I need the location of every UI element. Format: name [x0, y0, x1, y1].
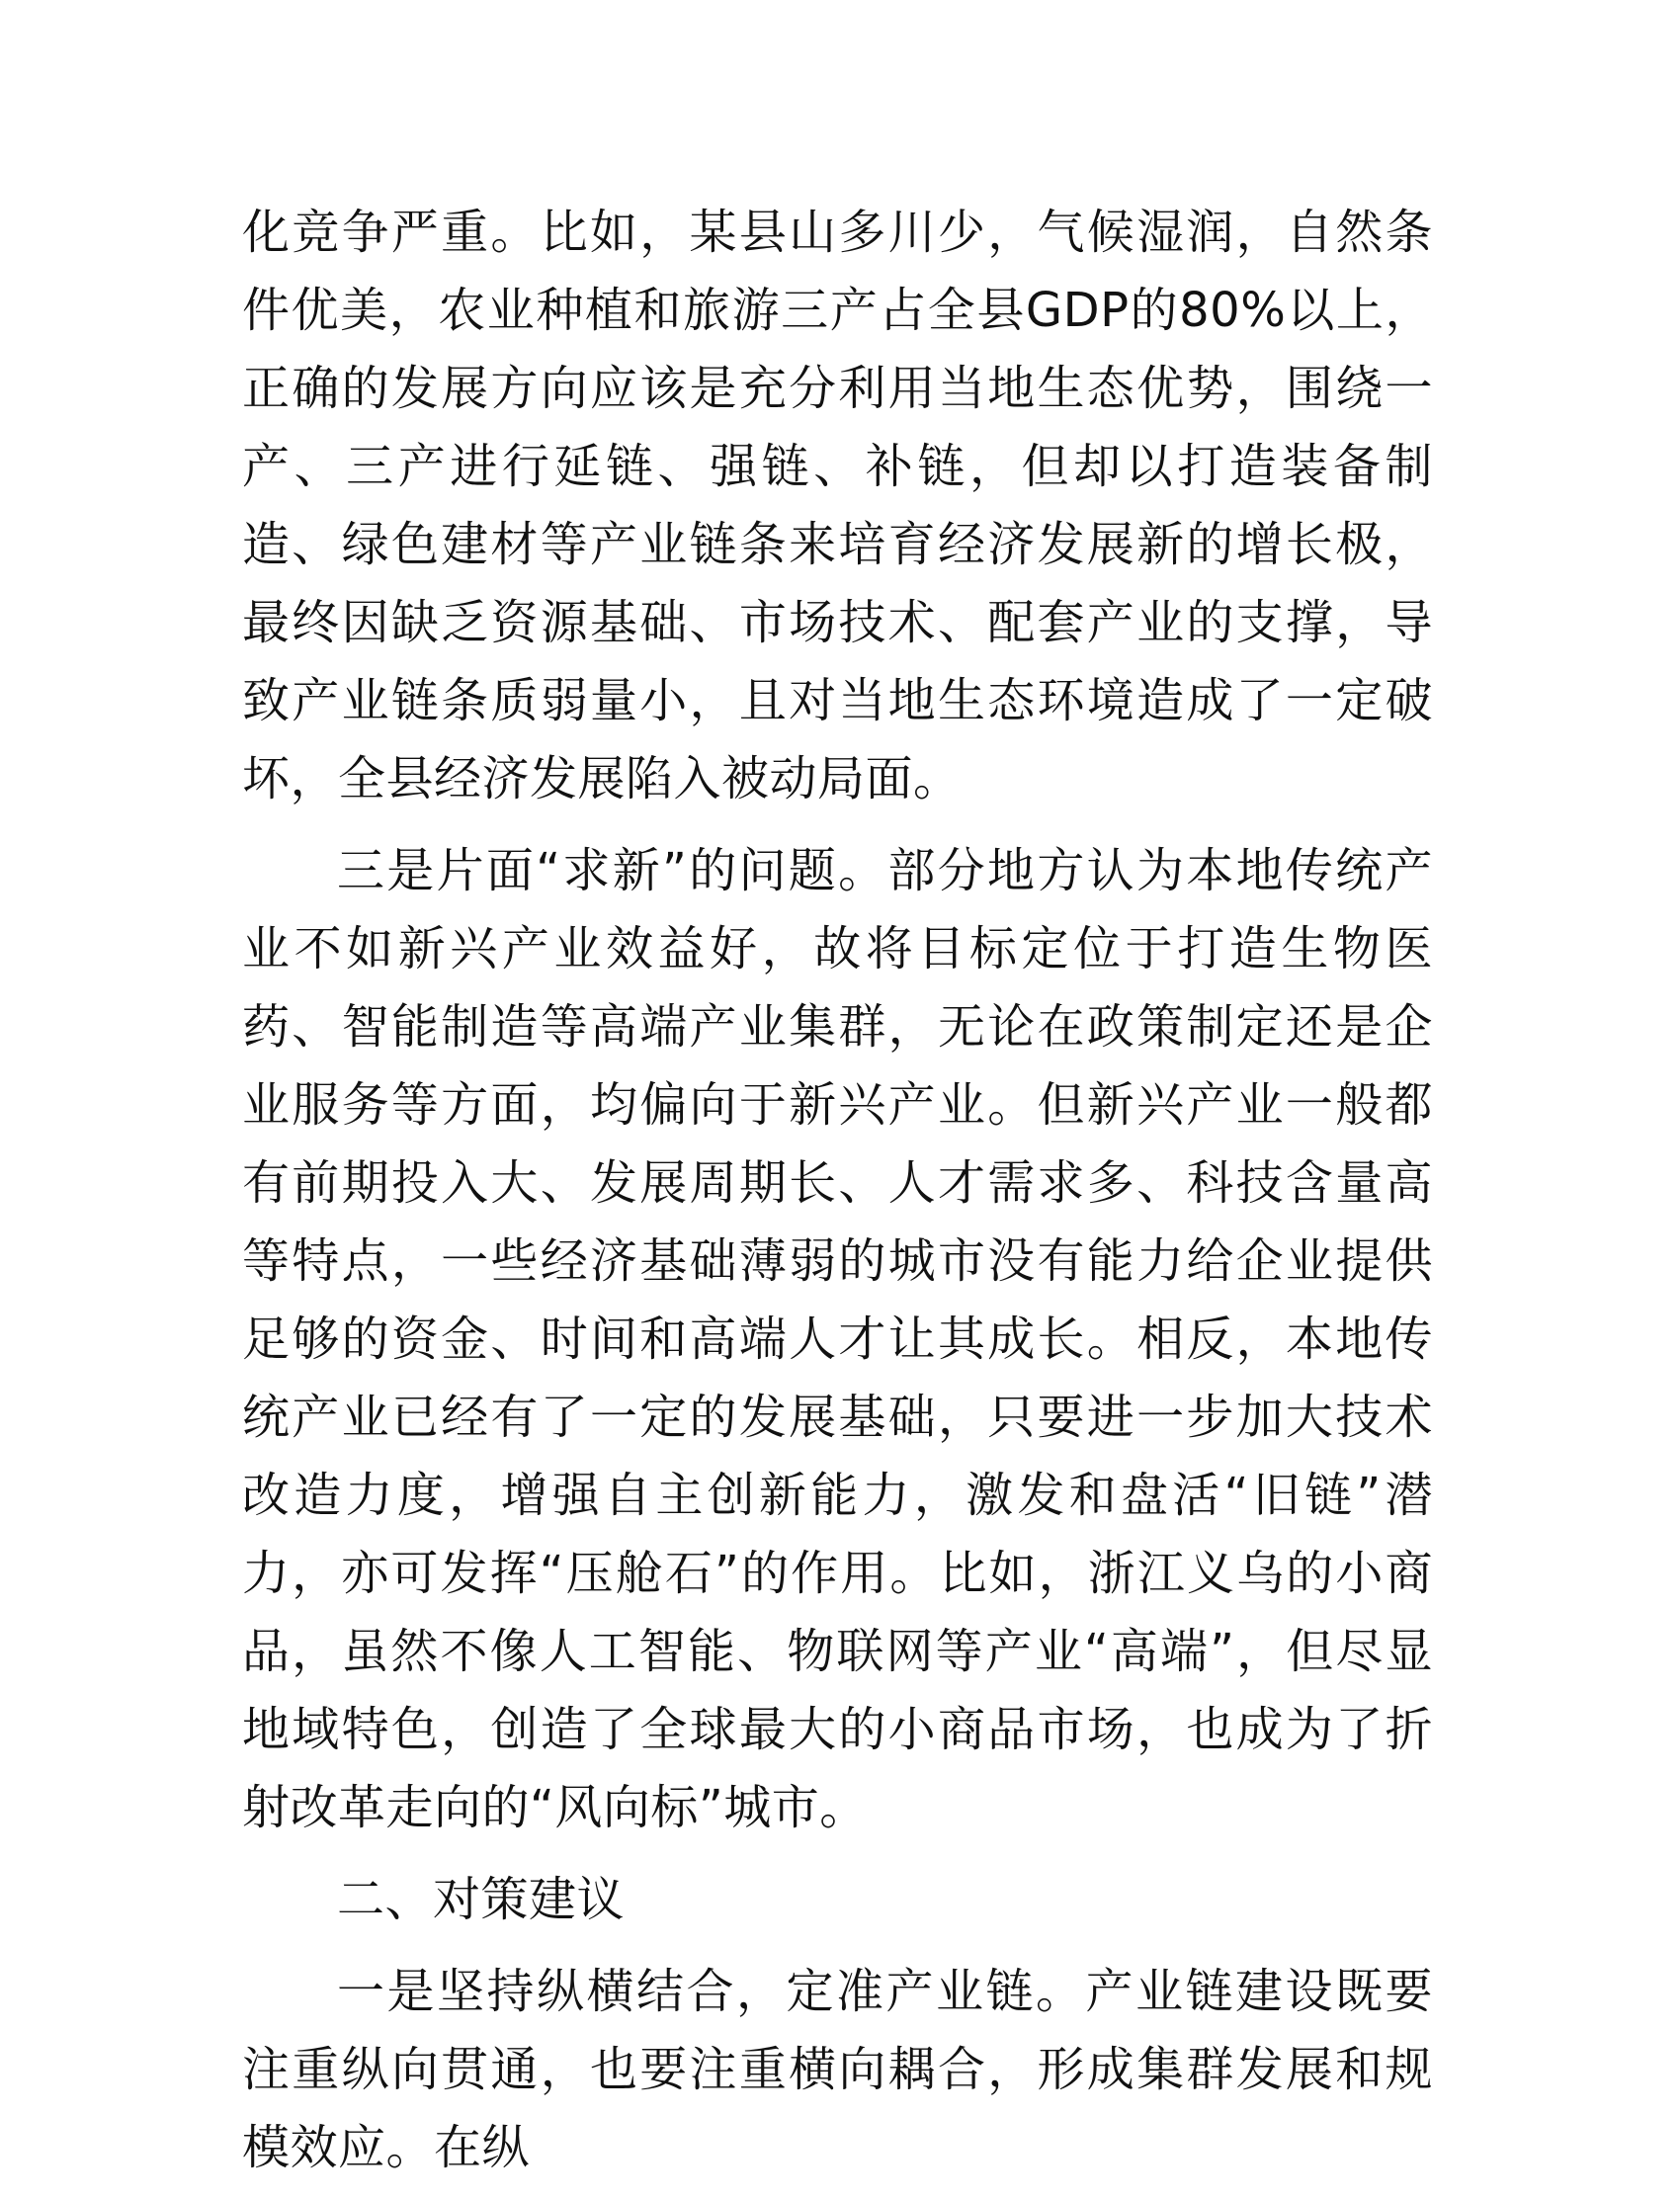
section-heading-countermeasures: 二、对策建议: [337, 1872, 626, 1927]
paragraph-vertical-horizontal: 一是坚持纵横结合，定准产业链。产业链建设既要注重纵向贯通，也要注重横向耦合，形成集群发展和规模效应。在纵: [242, 1964, 1433, 2175]
paragraph-one-sided-new: 三是片面“求新”的问题。部分地方认为本地传统产业不如新兴产业效益好，故将目标定位于打造生物医药、智能制造等高端产业集群，无论在政策制定还是企业服务等方面，均偏向于新兴产业。但新兴产业一般都有前期投入大、发展周期长、人才需求多、科技含量高等特点，一些经济基础薄弱的城市没有能力给企业提供足够的资金、时间和高端人才让其成长。相反，本地传统产业已经有了一定的发展基础，只要进一步加大技术改造力度，增强自主创新能力，激发和盘活“旧链”潜力，亦可发挥“压舱石”的作用。比如，浙江义乌的小商品，虽然不像人工智能、物联网等产业“高端”，但尽显地域特色，创造了全球最大的小商品市场，也成为了折射改革走向的“风向标”城市。: [242, 843, 1433, 1835]
document-page: [242, 194, 1433, 2201]
paragraph-continuation: 化竞争严重。比如，某县山多川少，气候湿润，自然条件优美，农业种植和旅游三产占全县GDP的80%以上，正确的发展方向应该是充分利用当地生态优势，围绕一产、三产进行延链、强链、补链，但却以打造装备制造、绿色建材等产业链条来培育经济发展新的增长极，最终因缺乏资源基础、市场技术、配套产业的支撑，导致产业链条质弱量小，且对当地生态环境造成了一定破坏，全县经济发展陷入被动局面。: [242, 205, 1433, 806]
